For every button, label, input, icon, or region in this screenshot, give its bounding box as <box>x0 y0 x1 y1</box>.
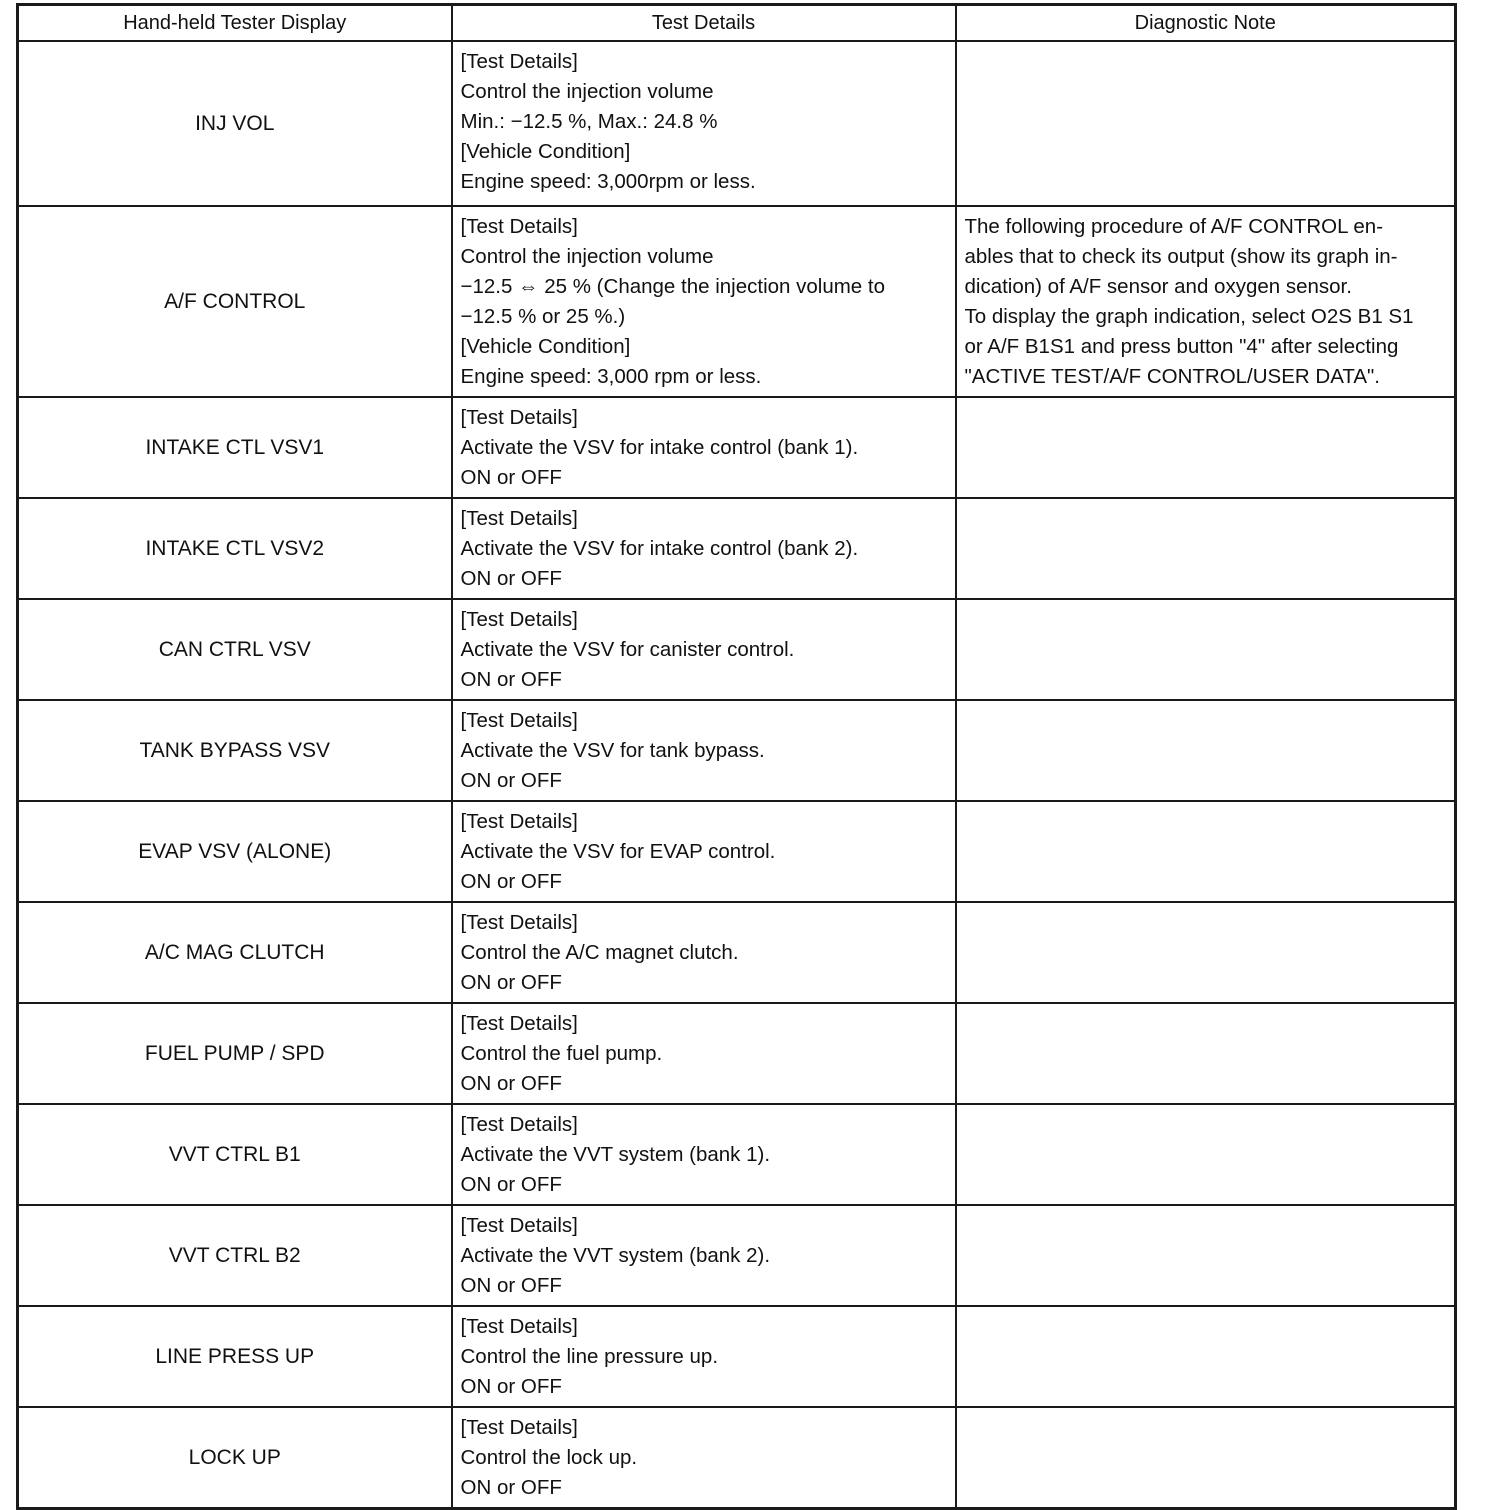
diagnostic-note-line: To display the graph indication, select O2S B1 S1 <box>964 305 1414 328</box>
header-diagnostic-note: Diagnostic Note <box>956 5 1456 42</box>
diagnostic-note-cell <box>956 599 1456 700</box>
diagnostic-note-cell <box>956 1003 1456 1104</box>
table-row <box>18 1104 1456 1205</box>
test-details-cell <box>452 902 956 1003</box>
test-details-line: Control the lock up. <box>460 1446 638 1469</box>
test-details-line: [Vehicle Condition] <box>460 140 631 163</box>
test-details-line: Engine speed: 3,000rpm or less. <box>460 170 756 193</box>
tester-display-cell: A/F CONTROL <box>18 206 452 397</box>
diagnostic-note-line: "ACTIVE TEST/A/F CONTROL/USER DATA". <box>964 365 1380 388</box>
test-details-line: ON or OFF <box>460 1375 562 1398</box>
test-details-line: [Test Details] <box>460 1214 578 1237</box>
diagnostic-note-line: dication) of A/F sensor and oxygen sensor. <box>964 275 1352 298</box>
table-row <box>18 397 1456 498</box>
test-details-line: [Test Details] <box>460 608 578 631</box>
diagnostic-note-line: ables that to check its output (show its graph in- <box>964 245 1398 268</box>
table-row <box>18 700 1456 801</box>
tester-display-cell: INJ VOL <box>18 41 452 206</box>
test-details-line: Control the injection volume <box>460 80 714 103</box>
test-details-cell <box>452 41 956 206</box>
test-details-line: Control the A/C magnet clutch. <box>460 941 739 964</box>
tester-display-cell: EVAP VSV (ALONE) <box>18 801 452 902</box>
test-details-cell <box>452 1104 956 1205</box>
table-body <box>18 41 1456 1509</box>
tester-display-cell: FUEL PUMP / SPD <box>18 1003 452 1104</box>
test-details-line: Activate the VSV for canister control. <box>460 638 795 661</box>
tester-display-cell: A/C MAG CLUTCH <box>18 902 452 1003</box>
test-details-cell <box>452 498 956 599</box>
active-test-table <box>16 3 1457 1510</box>
tester-display-cell: VVT CTRL B1 <box>18 1104 452 1205</box>
test-details-line: Control the injection volume <box>460 245 714 268</box>
test-details-line: [Test Details] <box>460 709 578 732</box>
test-details-cell <box>452 599 956 700</box>
table-header-row <box>18 5 1456 42</box>
test-details-line: −12.5 ⇔ 25 % (Change the injection volume to <box>460 275 885 298</box>
diagnostic-note-cell <box>956 1205 1456 1306</box>
table-row <box>18 498 1456 599</box>
test-details-line: −12.5 % or 25 %.) <box>460 305 626 328</box>
diagnostic-note-cell <box>956 801 1456 902</box>
test-details-line: [Test Details] <box>460 50 578 73</box>
test-details-line: [Vehicle Condition] <box>460 335 631 358</box>
test-details-line: ON or OFF <box>460 668 562 691</box>
test-details-line: ON or OFF <box>460 567 562 590</box>
test-details-line: Activate the VVT system (bank 1). <box>460 1143 771 1166</box>
test-details-cell <box>452 1306 956 1407</box>
test-details-line: [Test Details] <box>460 1113 578 1136</box>
table-row <box>18 1407 1456 1509</box>
diagnostic-note-cell <box>956 1306 1456 1407</box>
test-details-line: Control the fuel pump. <box>460 1042 663 1065</box>
test-details-line: ON or OFF <box>460 1072 562 1095</box>
test-details-line: Activate the VSV for intake control (bank 2). <box>460 537 859 560</box>
test-details-line: ON or OFF <box>460 1476 562 1499</box>
tester-display-cell: CAN CTRL VSV <box>18 599 452 700</box>
table-row <box>18 599 1456 700</box>
tester-display-cell: TANK BYPASS VSV <box>18 700 452 801</box>
test-details-cell <box>452 206 956 397</box>
test-details-line: [Test Details] <box>460 1315 578 1338</box>
test-details-cell <box>452 1003 956 1104</box>
test-details-line: Control the line pressure up. <box>460 1345 719 1368</box>
table-row <box>18 41 1456 206</box>
table-row <box>18 1003 1456 1104</box>
tester-display-cell: INTAKE CTL VSV2 <box>18 498 452 599</box>
test-details-line: ON or OFF <box>460 870 562 893</box>
tester-display-cell: LINE PRESS UP <box>18 1306 452 1407</box>
diagnostic-note-cell <box>956 41 1456 206</box>
test-details-line: Activate the VVT system (bank 2). <box>460 1244 771 1267</box>
test-details-cell <box>452 397 956 498</box>
test-details-line: Min.: −12.5 %, Max.: 24.8 % <box>460 110 718 133</box>
test-details-cell <box>452 1205 956 1306</box>
diagnostic-note-cell <box>956 902 1456 1003</box>
table-row <box>18 902 1456 1003</box>
test-details-line: ON or OFF <box>460 971 562 994</box>
test-details-line: ON or OFF <box>460 769 562 792</box>
diagnostic-note-cell <box>956 498 1456 599</box>
table-row <box>18 801 1456 902</box>
table-row <box>18 1205 1456 1306</box>
test-details-line: [Test Details] <box>460 215 578 238</box>
test-details-line: ON or OFF <box>460 466 562 489</box>
test-details-line: [Test Details] <box>460 406 578 429</box>
test-details-line: Activate the VSV for EVAP control. <box>460 840 776 863</box>
diagnostic-note-line: or A/F B1S1 and press button "4" after selecting <box>964 335 1399 358</box>
diagnostic-note-cell <box>956 700 1456 801</box>
test-details-line: Activate the VSV for intake control (bank 1). <box>460 436 859 459</box>
test-details-line: [Test Details] <box>460 810 578 833</box>
table-row <box>18 1306 1456 1407</box>
header-tester-display: Hand-held Tester Display <box>18 5 452 42</box>
header-test-details: Test Details <box>452 5 956 42</box>
diagnostic-note-cell <box>956 1104 1456 1205</box>
test-details-line: ON or OFF <box>460 1274 562 1297</box>
diagnostic-note-cell <box>956 206 1456 397</box>
test-details-cell <box>452 1407 956 1509</box>
table-row <box>18 206 1456 397</box>
test-details-line: [Test Details] <box>460 911 578 934</box>
test-details-cell <box>452 700 956 801</box>
test-details-line: [Test Details] <box>460 1416 578 1439</box>
tester-display-cell: VVT CTRL B2 <box>18 1205 452 1306</box>
test-details-line: ON or OFF <box>460 1173 562 1196</box>
tester-display-cell: LOCK UP <box>18 1407 452 1509</box>
diagnostic-note-cell <box>956 1407 1456 1509</box>
test-details-line: Activate the VSV for tank bypass. <box>460 739 765 762</box>
test-details-line: [Test Details] <box>460 507 578 530</box>
diagnostic-note-cell <box>956 397 1456 498</box>
test-details-cell <box>452 801 956 902</box>
test-details-line: [Test Details] <box>460 1012 578 1035</box>
diagnostic-note-line: The following procedure of A/F CONTROL en- <box>964 215 1384 238</box>
test-details-line: Engine speed: 3,000 rpm or less. <box>460 365 762 388</box>
tester-display-cell: INTAKE CTL VSV1 <box>18 397 452 498</box>
